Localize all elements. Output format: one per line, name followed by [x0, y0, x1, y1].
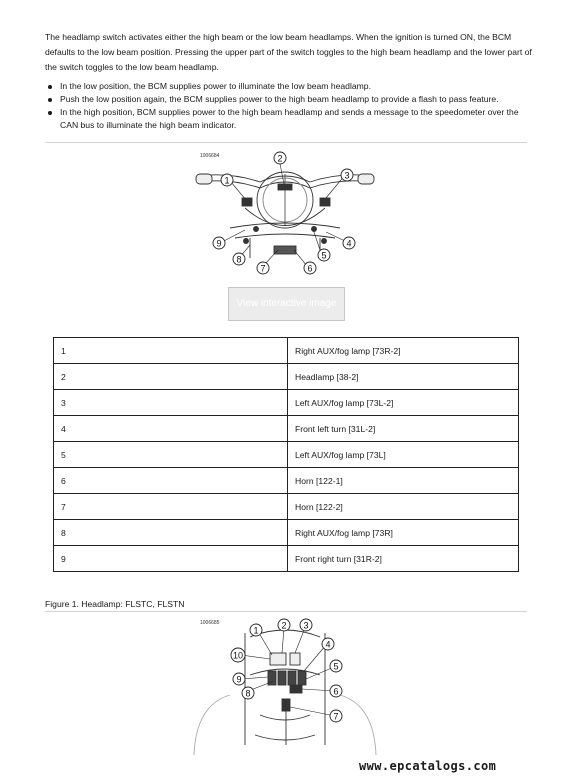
svg-text:9: 9: [236, 674, 242, 685]
bullet-high-position: In the high position, BCM supplies power to the high beam headlamp and sends a message to the speedometer over the CAN bus to illuminate the high beam indicator.: [45, 106, 525, 132]
callout-9: [213, 237, 225, 249]
svg-text:7: 7: [333, 711, 339, 722]
section-divider: [45, 611, 527, 612]
svg-text:7: 7: [260, 263, 266, 274]
bullet-list: [45, 80, 525, 132]
callout-number: 6: [54, 468, 288, 494]
svg-text:8: 8: [245, 688, 251, 699]
callout-1: [250, 624, 262, 636]
connector-description: Left AUX/fog lamp [73L]: [288, 442, 519, 468]
svg-text:2: 2: [277, 153, 283, 164]
headlamp-wiring-figure-2: [190, 615, 380, 755]
callout-5: [318, 249, 330, 261]
section-divider: [45, 142, 527, 143]
svg-text:1: 1: [253, 625, 259, 636]
callout-number: 8: [54, 520, 288, 546]
headlamp-nacelle-drawing: [194, 630, 376, 755]
figure2-image-id: 1006685: [200, 620, 220, 626]
callout-8: [242, 687, 254, 699]
callout-number: 3: [54, 390, 288, 416]
svg-text:9: 9: [216, 238, 222, 249]
callout-number: 2: [54, 364, 288, 390]
callout-8: [233, 253, 245, 265]
callout-5: [330, 660, 342, 672]
svg-text:5: 5: [333, 661, 339, 672]
svg-text:3: 3: [303, 620, 309, 631]
callout-7: [257, 262, 269, 274]
callout-number: 4: [54, 416, 288, 442]
table-row: [54, 468, 519, 494]
callout-10: [231, 648, 245, 662]
callout-number: 7: [54, 494, 288, 520]
svg-text:8: 8: [236, 254, 242, 265]
svg-text:4: 4: [346, 238, 352, 249]
table-row: [54, 338, 519, 364]
table-row: [54, 494, 519, 520]
callout-3: [341, 169, 353, 181]
table-row: [54, 390, 519, 416]
callout-3: [300, 619, 312, 631]
svg-text:4: 4: [325, 639, 331, 650]
callout-9: [233, 673, 245, 685]
connector-description: Front left turn [31L-2]: [288, 416, 519, 442]
table-row: [54, 442, 519, 468]
bullet-flash-to-pass: Push the low position again, the BCM supplies power to the high beam headlamp to provide a flash to pass feature.: [45, 93, 525, 106]
callout-2: [274, 152, 286, 164]
connector-description: Right AUX/fog lamp [73R]: [288, 520, 519, 546]
connector-description: Front right turn [31R-2]: [288, 546, 519, 572]
figure-caption: Figure 1. Headlamp: FLSTC, FLSTN: [45, 599, 185, 609]
headlamp-wiring-figure-1: [190, 148, 380, 276]
table-row: [54, 520, 519, 546]
callout-number: 5: [54, 442, 288, 468]
callout-7: [330, 710, 342, 722]
connector-description: Headlamp [38-2]: [288, 364, 519, 390]
callout-6: [304, 262, 316, 274]
callout-6: [330, 685, 342, 697]
svg-text:2: 2: [281, 620, 287, 631]
bullet-low-position: In the low position, the BCM supplies power to illuminate the low beam headlamp.: [45, 80, 525, 93]
callout-4: [322, 638, 334, 650]
callout-1: [221, 174, 233, 186]
svg-text:1: 1: [224, 175, 230, 186]
callout-number: 9: [54, 546, 288, 572]
table-row: [54, 364, 519, 390]
svg-text:10: 10: [232, 650, 244, 661]
connector-description: Right AUX/fog lamp [73R-2]: [288, 338, 519, 364]
connector-description: Horn [122-2]: [288, 494, 519, 520]
connector-description: Left AUX/fog lamp [73L-2]: [288, 390, 519, 416]
table-row: [54, 546, 519, 572]
view-interactive-image-button[interactable]: View interactive image: [228, 287, 345, 321]
callout-4: [343, 237, 355, 249]
callout-number: 1: [54, 338, 288, 364]
table-row: [54, 416, 519, 442]
figure1-image-id: 1006684: [200, 153, 220, 159]
watermark: www.epcatalogs.com: [359, 759, 497, 773]
connector-table: [53, 337, 519, 572]
svg-text:3: 3: [344, 170, 350, 181]
connector-description: Horn [122-1]: [288, 468, 519, 494]
callout-2: [278, 619, 290, 631]
svg-text:6: 6: [307, 263, 313, 274]
svg-text:6: 6: [333, 686, 339, 697]
intro-paragraph: The headlamp switch activates either the high beam or the low beam headlamps. When the ignition is turned ON, the BCM defaults to the low beam position. Pressing the upper part of the switch toggles to the high beam headlamp and the lower part of the switch toggles to the low beam headlamp.: [45, 32, 532, 72]
svg-text:5: 5: [321, 250, 327, 261]
